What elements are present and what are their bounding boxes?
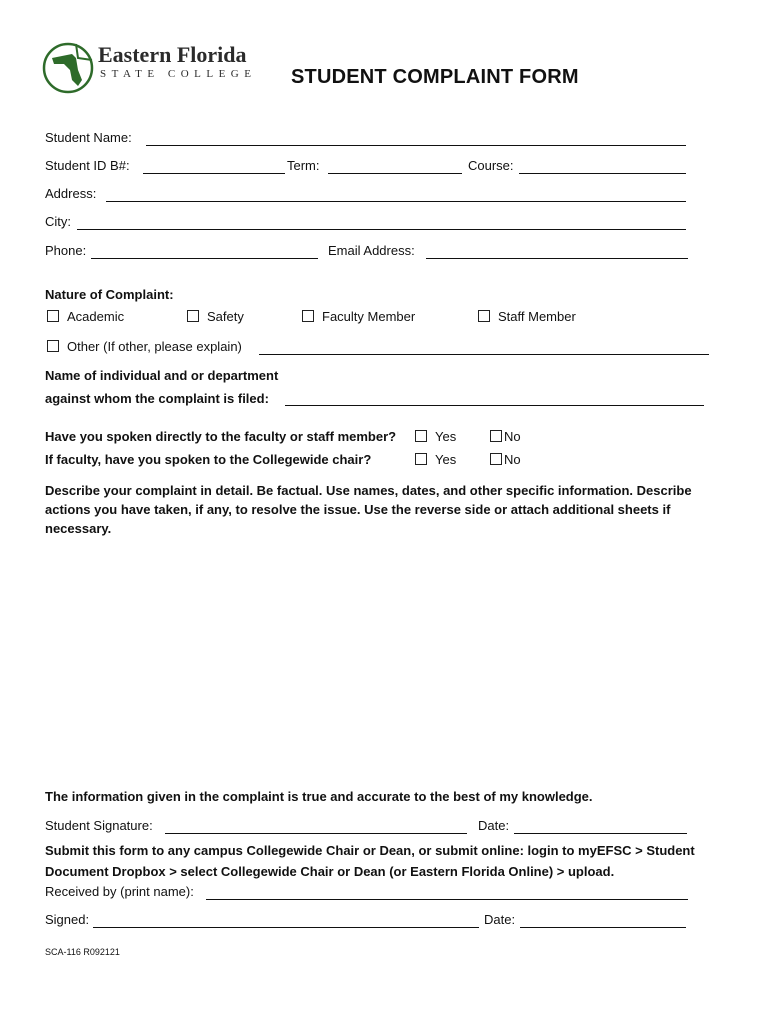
q2-no-label: No (504, 452, 521, 467)
logo-subtitle: STATE COLLEGE (100, 68, 257, 80)
q1-yes-option[interactable] (415, 429, 456, 444)
signed-field[interactable] (93, 927, 479, 928)
against-label-line1: Name of individual and or department (45, 368, 279, 383)
received-by-label: Received by (print name): (45, 884, 194, 899)
form-code: SCA-116 R092121 (45, 947, 120, 957)
against-field[interactable] (285, 405, 704, 406)
student-id-field[interactable] (143, 173, 285, 174)
address-field[interactable] (106, 201, 686, 202)
date2-label: Date: (484, 912, 516, 927)
against-label-line2: against whom the complaint is filed: (45, 391, 269, 406)
academic-checkbox[interactable] (47, 310, 59, 322)
academic-label: Academic (67, 309, 125, 324)
q1-yes-label: Yes (435, 429, 457, 444)
form-title: STUDENT COMPLAINT FORM (291, 66, 579, 88)
date2-field[interactable] (520, 927, 686, 928)
course-label: Course: (468, 158, 514, 173)
city-label: City: (45, 214, 71, 229)
q1-no-checkbox[interactable] (490, 430, 502, 442)
academic-option[interactable] (47, 309, 124, 324)
question-spoken-faculty: Have you spoken directly to the faculty or staff member? (45, 429, 397, 444)
submit-instructions: Submit this form to any campus Collegewide Chair or Dean, or submit online: login to myEFSC > Student Document Dropbox > select Collegewide Chair or Dean (or Eastern Florida Online) > upload. (45, 843, 695, 879)
q2-yes-option[interactable] (415, 452, 456, 467)
faculty-member-label: Faculty Member (322, 309, 416, 324)
faculty-member-checkbox[interactable] (302, 310, 314, 322)
staff-member-checkbox[interactable] (478, 310, 490, 322)
q1-yes-checkbox[interactable] (415, 430, 427, 442)
date-field[interactable] (514, 833, 687, 834)
question-spoken-chair: If faculty, have you spoken to the Collegewide chair? (45, 452, 372, 467)
term-field[interactable] (328, 173, 462, 174)
florida-seal-icon (42, 40, 102, 96)
student-name-label: Student Name: (45, 130, 132, 145)
student-name-field[interactable] (146, 145, 686, 146)
safety-checkbox[interactable] (187, 310, 199, 322)
safety-label: Safety (207, 309, 244, 324)
term-label: Term: (287, 158, 320, 173)
faculty-member-option[interactable] (302, 309, 415, 324)
q1-no-option[interactable] (490, 429, 521, 444)
course-field[interactable] (519, 173, 686, 174)
q1-no-label: No (504, 429, 521, 444)
signed-label: Signed: (45, 912, 90, 927)
student-signature-label: Student Signature: (45, 818, 153, 833)
city-field[interactable] (77, 229, 686, 230)
college-logo (42, 40, 262, 96)
staff-member-option[interactable] (478, 309, 576, 324)
email-field[interactable] (426, 258, 688, 259)
other-label: Other (If other, please explain) (67, 339, 242, 354)
phone-label: Phone: (45, 243, 87, 258)
staff-member-label: Staff Member (498, 309, 576, 324)
address-label: Address: (45, 186, 97, 201)
describe-instructions: Describe your complaint in detail. Be factual. Use names, dates, and other specific information. Describe actions you have taken, if any, to resolve the issue. Use the reverse side or attach additional sheets if necessary. (45, 483, 692, 536)
q2-no-checkbox[interactable] (490, 453, 502, 465)
other-explain-field[interactable] (259, 354, 709, 355)
date-label: Date: (478, 818, 510, 833)
student-id-label: Student ID B#: (45, 158, 130, 173)
q2-yes-checkbox[interactable] (415, 453, 427, 465)
complaint-description-area[interactable] (45, 545, 720, 780)
q2-yes-label: Yes (435, 452, 457, 467)
logo-name: Eastern Florida (98, 42, 247, 67)
other-option[interactable] (47, 339, 242, 354)
student-signature-field[interactable] (165, 833, 467, 834)
other-checkbox[interactable] (47, 340, 59, 352)
attestation-text: The information given in the complaint is true and accurate to the best of my knowledge. (45, 789, 593, 804)
q2-no-option[interactable] (490, 452, 521, 467)
safety-option[interactable] (187, 309, 244, 324)
received-by-field[interactable] (206, 899, 688, 900)
phone-field[interactable] (91, 258, 318, 259)
nature-heading: Nature of Complaint: (45, 287, 174, 302)
email-label: Email Address: (328, 243, 415, 258)
